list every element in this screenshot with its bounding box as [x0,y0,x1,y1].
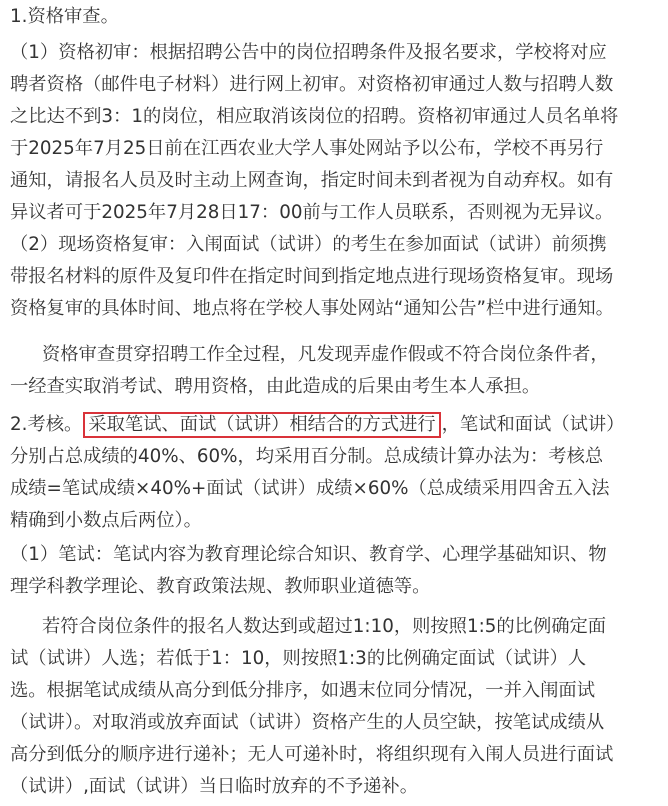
paragraph-line: 精确到小数点后两位）。 [10,510,202,531]
paragraph-line: 一经查实取消考试、聘用资格，由此造成的后果由考生本人承担。 [10,376,541,397]
paragraph-line: （试讲）,面试（试讲）当日临时放弃的不予递补。 [10,776,418,797]
paragraph-line: 聘者资格（邮件电子材料）进行网上初审。对资格初审通过人数与招聘人数 [10,74,614,95]
paragraph-line: 试（试讲）人选；若低于1：10，则按照1:3的比例确定面试（试讲）人 [10,648,587,669]
paragraph-line: 通知，请报名人员及时主动上网查询，指定时间未到者视为自动弃权。如有 [10,170,614,191]
paragraph-line: 成绩=笔试成绩×40%+面试（试讲）成绩×60%（总成绩采用四舍五入法 [10,478,610,499]
highlighted-phrase: 采取笔试、面试（试讲）相结合的方式进行 [83,412,440,438]
assessment-continuation: ，笔试和面试（试讲） [441,414,625,435]
paragraph-line: 之比达不到3：1的岗位，相应取消该岗位的招聘。资格初审通过人员名单将 [10,106,619,127]
paragraph-line: （试讲）。对取消或放弃面试（试讲）资格产生的人员空缺，按笔试成绩从 [10,712,605,733]
paragraph-line: 资格复审的具体时间、地点将在学校人事处网站“通知公告”栏中进行通知。 [10,298,614,319]
paragraph-line: 高分到低分的顺序进行递补；无人可递补时，将组织现有入闱人员进行面试 [10,744,614,765]
section-heading-assessment [10,410,665,440]
assessment-label: 2.考核。 [10,414,83,435]
paragraph-line: 异议者可于2025年7月28日17：00前与工作人员联系，否则视为无异议。 [10,202,614,223]
paragraph-line: （2）现场资格复审：入闱面试（试讲）的考生在参加面试（试讲）前须携 [10,234,607,255]
paragraph-line: 选。根据笔试成绩从高分到低分排序，如遇末位同分情况，一并入闱面试 [10,680,595,701]
section-heading-qualification-review: 1.资格审查。 [10,6,119,27]
paragraph-line: 于2025年7月25日前在江西农业大学人事处网站予以公布，学校不再另行 [10,138,604,159]
paragraph-line: （1）笔试：笔试内容为教育理论综合知识、教育学、心理学基础知识、物 [10,544,607,565]
paragraph-line: 分别占总成绩的40%、60%，均采用百分制。总成绩计算办法为：考核总 [10,446,604,467]
paragraph-line: 理学科教学理论、教育政策法规、教师职业道德等。 [10,576,431,597]
paragraph-line: 若符合岗位条件的报名人数达到或超过1:10，则按照1:5的比例确定面 [42,616,607,637]
paragraph-line: （1）资格初审：根据招聘公告中的岗位招聘条件及报名要求，学校将对应 [10,42,607,63]
paragraph-line: 带报名材料的原件及复印件在指定时间到指定地点进行现场资格复审。现场 [10,266,614,287]
paragraph-line: 资格审查贯穿招聘工作全过程，凡发现弄虚作假或不符合岗位条件者， [42,344,609,365]
